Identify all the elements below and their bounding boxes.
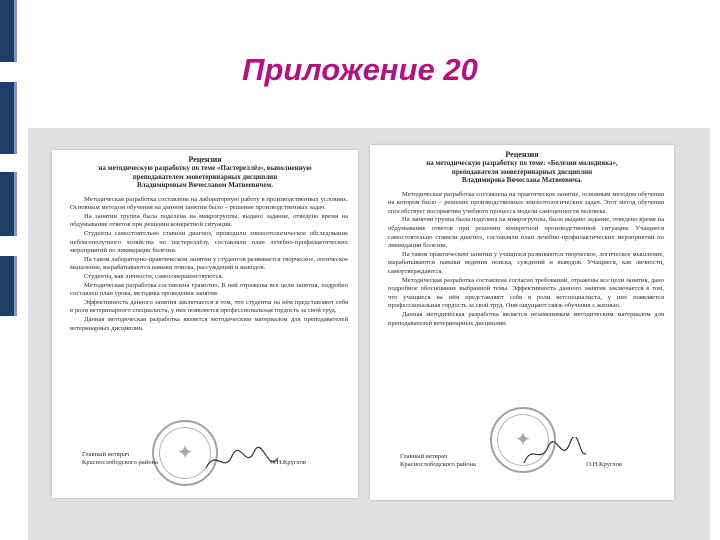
review-paragraph: Методическая разработка составлена на лабораторную работу в производственных условиях. Основным методом обучения на данном занятии было – решение производственных задач. — [70, 195, 348, 212]
review-heading-line: Рецензия — [188, 156, 222, 164]
review-paragraph: На занятии группа была поделена на микрогруппы, выдано задание, отведено время на обдумывание ответов при решении конкретной ситуации. — [70, 212, 348, 229]
signer-district: Краснослободского района — [82, 459, 158, 467]
review-paragraph: Студенты самостоятельно ставили диагноз, проводили эпизоотологическое обследование неблагополучного хозяйства по пастереллёзу, составляли план лечебно-профилактических мероприятий по ликвидации болезни. — [70, 230, 348, 255]
review-body — [52, 196, 358, 334]
review-paragraph: Методическая разработка составлена грамотно. В ней отражены все цели занятия, подробно составлен план урока, методика проведения занятия. — [70, 281, 348, 298]
slide-title: Приложение 20 — [242, 52, 478, 87]
review-document-2 — [370, 145, 674, 500]
review-paragraph: Эффективность данного занятия заключается в том, что студенты на нём представляют себя в роли ветеринарного специалиста, у них появляется профессиональная гордость за свой труд. — [70, 298, 348, 315]
side-bar-segment — [0, 172, 17, 236]
review-heading-line: преподавателя зооветеринарных дисциплин — [451, 167, 593, 176]
review-heading-line: на методическую разработку по теме: «Болезни молодняка», — [426, 159, 618, 168]
review-heading-line: Владимирова Вячеслава Матвеевича. — [461, 176, 583, 185]
signer-district: Краснослободского района — [400, 461, 476, 469]
review-paragraph: Данная методическая разработка является незаменимым методическим материалом для преподавателей ветеринарных дисциплин. — [388, 310, 664, 327]
review-document-1 — [52, 150, 358, 498]
review-paragraph: Методическая разработка составлена на практическое занятие, основным методом обучения на котором было – решение производственных эпизоотологических задач. Этот метод обучения способствует восприятию учебного процесса модели самоценности человека. — [388, 190, 664, 215]
review-heading — [52, 156, 358, 190]
review-heading-line: на методическую разработку по теме «Пастереллёз», выполненную — [98, 164, 312, 173]
official-seal-icon: ✦ — [490, 407, 556, 473]
review-heading-line: Владимировым Вячеславом Матвеевичем. — [137, 181, 273, 190]
review-body — [370, 191, 674, 329]
review-paragraph: Методическая разработка составлена согласно требований, отражены все цели занятия, дано подробное обоснование выбранной темы. Эффективность данного занятия заключается в том, что учащиеся на нём представляют себя в роли ветспециалиста, у них появляется профессиональная гордость за свой труд. Они ощущают связь обучения с жизнью. — [388, 276, 664, 310]
review-paragraph: Студенты, как личности, самосовершенствуются. — [84, 272, 224, 280]
review-paragraph: Данная методическая разработка является методическим материалом для преподавателей ветеринарных дисциплин. — [70, 315, 348, 332]
signer-title: Главный ветврач — [400, 452, 448, 460]
review-paragraph: На таком практическом занятии у учащихся развиваются творческое, логическое мышление, вырабатываются навыки ведения поиска, суждений и выводов. Учащиеся, как личности, самоутверждаются. — [388, 250, 664, 275]
signature-block — [400, 453, 662, 470]
signature-block — [82, 451, 346, 468]
side-bar-segment — [0, 82, 17, 154]
side-bar-segment — [0, 256, 17, 316]
review-heading-line: преподавателем зооветеринарных дисциплин — [132, 172, 278, 181]
review-paragraph: На таком лабораторно-практическом занятии у студентов развивается творческое, логическое мышление, вырабатываются навыки поиска, рассуждений и выводов. — [70, 255, 348, 272]
official-seal-icon: ✦ — [152, 420, 218, 486]
review-paragraph: На занятии группа была поделена на микрогруппы, было выдано задание, отведено время на обдумывание ответов при решении конкретной производственной ситуации. Учащиеся самостоятельно ставили диагноз, составляли план лечебно-профилактических мероприятий по ликвидации болезни. — [388, 216, 664, 250]
signer-name: О.Н.Круглов — [586, 460, 622, 468]
signer-title: Главный ветврач — [82, 450, 130, 458]
signer-name: О.Н.Круглов — [270, 458, 306, 466]
review-heading-line: Рецензия — [505, 151, 539, 159]
review-heading — [370, 151, 674, 185]
